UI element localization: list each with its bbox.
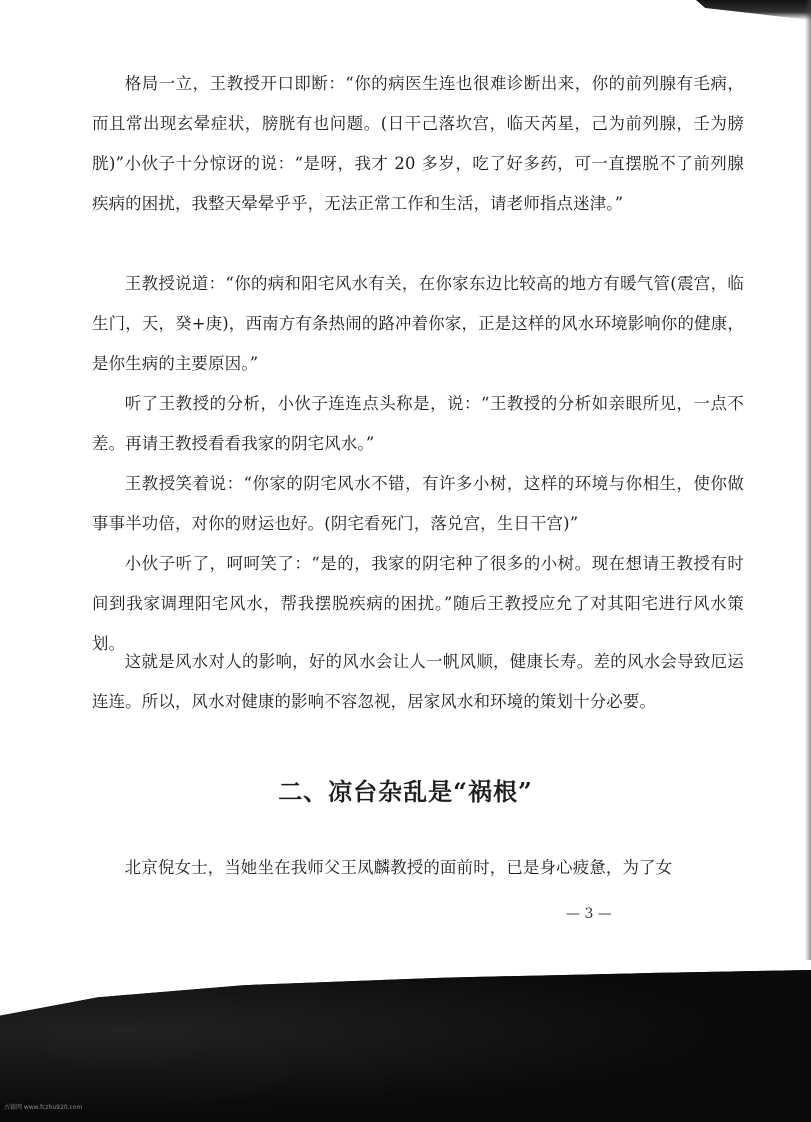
paragraph-7: 北京倪女士，当她坐在我师父王凤麟教授的面前时，已是身心疲惫，为了女 xyxy=(124,858,673,877)
scan-edge-shadow-bottom-inner xyxy=(0,970,811,1122)
paragraph-2: 王教授说道：“你的病和阳宅风水有关，在你家东边比较高的地方有暖气管(震宫，临生门，天，癸+庚)，西南方有条热闹的路冲着你家，正是这样的风水环境影响你的健康，是你生病的主要原因。” xyxy=(92,274,744,373)
scan-edge-shadow-top xyxy=(696,0,811,20)
paragraph-4: 王教授笑着说：“你家的阴宅风水不错，有许多小树，这样的环境与你相生，使你做事事半功倍，对你的财运也好。(阴宅看死门，落兑宫，生日干宫)” xyxy=(92,474,744,533)
paragraph-6: 这就是风水对人的影响，好的风水会让人一帆风顺，健康长寿。差的风水会导致厄运连连。所以，风水对健康的影响不容忽视，居家风水和环境的策划十分必要。 xyxy=(92,652,744,711)
paragraph-1: 格局一立，王教授开口即断：“你的病医生连也很难诊断出来，你的前列腺有毛病，而且常出现玄晕症状，膀胱有也问题。(日干己落坎宫，临天芮星，己为前列腺，壬为膀胱)”小伙子十分惊讶的说：“是呀，我才 20 多岁，吃了好多药，可一直摆脱不了前列腺疾病的困扰，我整天晕晕乎乎，无法正常工作和生活，请老师指点迷津。” xyxy=(92,74,744,213)
paragraph-5: 小伙子听了，呵呵笑了：“是的，我家的阴宅种了很多的小树。现在想请王教授有时间到我家调理阳宅风水，帮我摆脱疾病的困扰。”随后王教授应允了对其阳宅进行风水策划。 xyxy=(92,554,744,653)
scan-edge-shadow-right xyxy=(805,0,811,960)
paragraph-3: 听了王教授的分析，小伙子连连点头称是，说：“王教授的分析如亲眼所见，一点不差。再请王教授看看我家的阴宅风水。” xyxy=(92,394,744,453)
page-number: — 3 — xyxy=(566,906,612,922)
watermark: 古籍网 www.fczhu920.com xyxy=(4,1104,83,1111)
section-heading: 二、凉台杂乱是“祸根” xyxy=(278,777,533,806)
